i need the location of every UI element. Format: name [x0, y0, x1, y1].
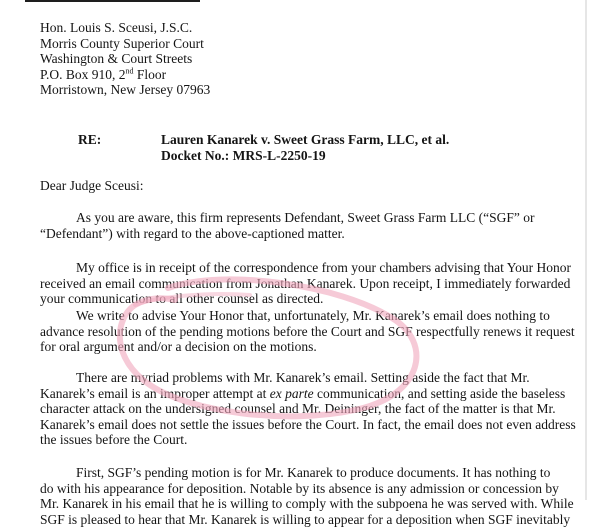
address-line: Hon. Louis S. Sceusi, J.S.C.: [40, 20, 580, 36]
text-line: There are myriad problems with Mr. Kanarek’s email. Setting aside the fact that Mr.: [40, 370, 572, 386]
text-line: “Defendant”) with regard to the above-captioned matter.: [40, 226, 572, 242]
text-line: for oral argument and/or a decision on the motions.: [40, 339, 572, 355]
recipient-address: [40, 20, 580, 98]
text-line: character attack on the undersigned counsel and Mr. Deininger, the fact of the matter is that Mr.: [40, 401, 572, 417]
re-case-title: Lauren Kanarek v. Sweet Grass Farm, LLC, et al.: [161, 132, 449, 148]
text-line: do with his appearance for deposition. Notable by its absence is any admission or concession by: [40, 481, 572, 497]
address-line: Morristown, New Jersey 07963: [40, 82, 580, 98]
re-label: RE:: [78, 132, 101, 148]
text-line: As you are aware, this firm represents Defendant, Sweet Grass Farm LLC (“SGF” or: [40, 210, 572, 226]
text-line: received an email communication from Jonathan Kanarek. Upon receipt, I immediately forwarded: [40, 276, 572, 292]
text-line: SGF is pleased to hear that Mr. Kanarek is willing to appear for a deposition when SGF inevitably: [40, 512, 572, 527]
address-line: Washington & Court Streets: [40, 51, 580, 67]
text-line: your communication to all other counsel as directed.: [40, 291, 572, 307]
paragraph-5: [40, 465, 572, 527]
text-line: Kanarek’s email does not settle the issues before the Court. In fact, the email does not even address: [40, 417, 572, 433]
text-run: communication, and setting aside the baseless: [314, 386, 566, 401]
text-line: We write to advise Your Honor that, unfortunately, Mr. Kanarek’s email does nothing to: [40, 308, 572, 324]
text-line: [40, 386, 572, 402]
address-floor-sup: nd: [126, 66, 134, 75]
paragraph-3: [40, 308, 572, 355]
address-floor: Floor: [134, 67, 167, 82]
paragraph-1: [40, 210, 572, 241]
letterhead-rule: [25, 0, 200, 2]
letter-page: [40, 20, 580, 98]
address-po-box: P.O. Box 910, 2: [40, 67, 126, 82]
text-line: Mr. Kanarek in his email that he is willing to comply with the subpoena he was served with. While: [40, 496, 572, 512]
address-line: [40, 67, 580, 83]
text-run-italic: ex parte: [270, 386, 314, 401]
paragraph-2: [40, 260, 572, 307]
page-edge: [585, 0, 587, 500]
text-run: Kanarek’s email is an improper attempt at: [40, 386, 270, 401]
text-line: the issues before the Court.: [40, 432, 572, 448]
text-line: My office is in receipt of the correspondence from your chambers advising that Your Honor: [40, 260, 572, 276]
top-header-bar: [0, 0, 600, 6]
paragraph-4: [40, 370, 572, 448]
re-docket: Docket No.: MRS-L-2250-19: [161, 148, 326, 164]
address-line: Morris County Superior Court: [40, 36, 580, 52]
salutation: Dear Judge Sceusi:: [40, 178, 143, 194]
text-line: First, SGF’s pending motion is for Mr. Kanarek to produce documents. It has nothing to: [40, 465, 572, 481]
text-line: advance resolution of the pending motions before the Court and SGF respectfully renews it request: [40, 324, 572, 340]
